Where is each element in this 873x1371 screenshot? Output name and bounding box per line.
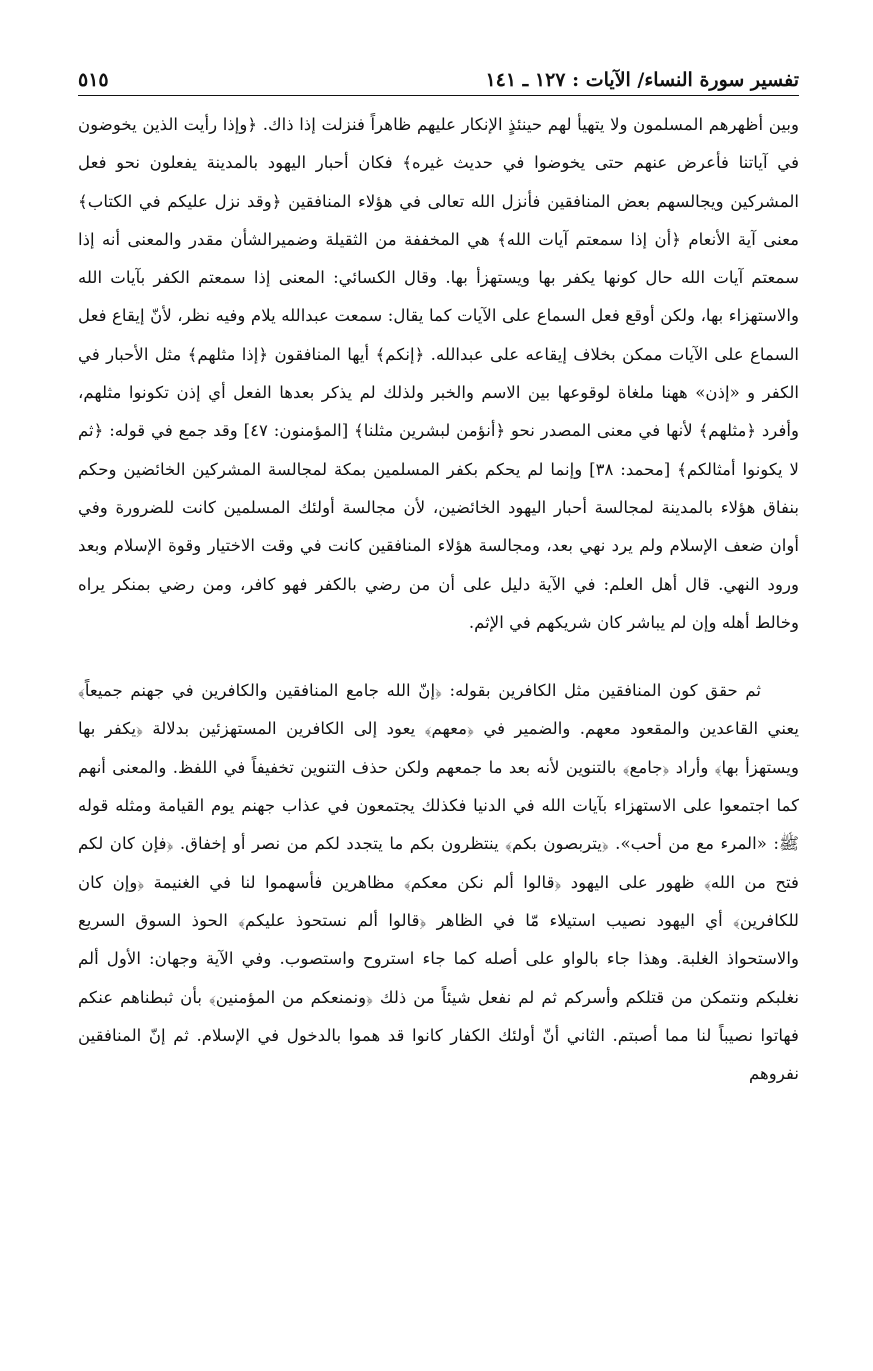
page-number: ٥١٥ (78, 69, 109, 91)
header-title: تفسير سورة النساء/ الآيات : ١٢٧ ـ ١٤١ (485, 69, 799, 91)
body-text (78, 106, 799, 1093)
running-header (78, 56, 799, 96)
paragraph: وبين أظهرهم المسلمون ولا يتهيأ لهم حينئذٍ الإنكار عليهم ظاهراً فنزلت إذا ذاك. ﴿وإذا رأيت الذين يخوضون في آياتنا فأعرض عنهم حتى يخوضوا في حديث غيره﴾ فكان أحبار اليهود بالمدينة يفعلون نحو فعل المشركين ويجالسهم بعض المنافقين فأنزل الله تعالى في هؤلاء المنافقين ﴿وقد نزل عليكم في الكتاب﴾ معنى آية الأنعام ﴿أن إذا سمعتم آيات الله﴾ هي المخففة من الثقيلة وضميرالشأن مقدر والمعنى أنه إذا سمعتم آيات الله حال كونها يكفر بها ويستهزأ بها. وقال الكسائي: المعنى إذا سمعتم الكفر بآيات الله والاستهزاء بها، ولكن أوقع فعل السماع على الآيات كما يقال: سمعت عبدالله يلام وفيه نظر، لأنّ إيقاع فعل السماع على الآيات ممكن بخلاف إيقاعه على عبدالله. ﴿إنكم﴾ أيها المنافقون ﴿إذا مثلهم﴾ مثل الأحبار في الكفر و «إذن» ههنا ملغاة لوقوعها بين الاسم والخبر ولذلك لم يذكر بعدها الفعل أي إذن تكونوا مثلهم، وأفرد ﴿مثلهم﴾ لأنها في معنى المصدر نحو ﴿أنؤمن لبشرين مثلنا﴾ [المؤمنون: ٤٧] وقد جمع في قوله: ﴿ثم لا يكونوا أمثالكم﴾ [محمد: ٣٨] وإنما لم يحكم بكفر المسلمين بمكة لمجالسة المشركين الخائضين وحكم بنفاق هؤلاء بالمدينة لمجالسة أحبار اليهود الخائضين، لأن مجالسة أولئك المسلمين كانت للضرورة وفي أوان ضعف الإسلام ولم يرد نهي بعد، ومجالسة هؤلاء المنافقين كانت في وقت الاختيار وقوة الإسلام وبعد ورود النهي. قال أهل العلم: في الآية دليل على أن من رضي بالكفر فهو كافر، ومن رضي بمنكر يراه وخالط أهله وإن لم يباشر كان شريكهم في الإثم. (78, 115, 800, 632)
paragraph: ثم حقق كون المنافقين مثل الكافرين بقوله: ﴿إنّ الله جامع المنافقين والكافرين في جهنم جميعاً﴾ يعني القاعدين والمقعود معهم. والضمير في ﴿معهم﴾ يعود إلى الكافرين المستهزئين بدلالة ﴿يكفر بها ويستهزأ بها﴾ وأراد ﴿جامع﴾ بالتنوين لأنه بعد ما جمعهم ولكن حذف التنوين تخفيفاً في اللفظ. والمعنى أنهم كما اجتمعوا على الاستهزاء بآيات الله في الدنيا فكذلك يجتمعون في عذاب جهنم يوم القيامة ومثله قوله ﷺ: «المرء مع من أحب». ﴿يتربصون بكم﴾ ينتظرون بكم ما يتجدد لكم من نصر أو إخفاق. ﴿فإن كان لكم فتح من الله﴾ ظهور على اليهود ﴿قالوا ألم نكن معكم﴾ مظاهرين فأسهموا لنا في الغنيمة ﴿وإن كان للكافرين﴾ أي اليهود نصيب استيلاء مّا في الظاهر ﴿قالوا ألم نستحوذ عليكم﴾ الحوذ السوق السريع والاستحواذ الغلبة. وهذا جاء بالواو على أصله كما جاء استروح واستصوب. وفي الآية وجهان: الأول ألم نغلبكم ونتمكن من قتلكم وأسركم ثم لم نفعل شيئاً من ذلك ﴿ونمنعكم من المؤمنين﴾ بأن ثبطناهم عنكم فهاتوا نصيباً لنا مما أصبتم. الثاني أنّ أولئك الكفار كانوا قد هموا بالدخول في الإسلام. ثم إنّ المنافقين نفروهم (78, 681, 799, 1084)
